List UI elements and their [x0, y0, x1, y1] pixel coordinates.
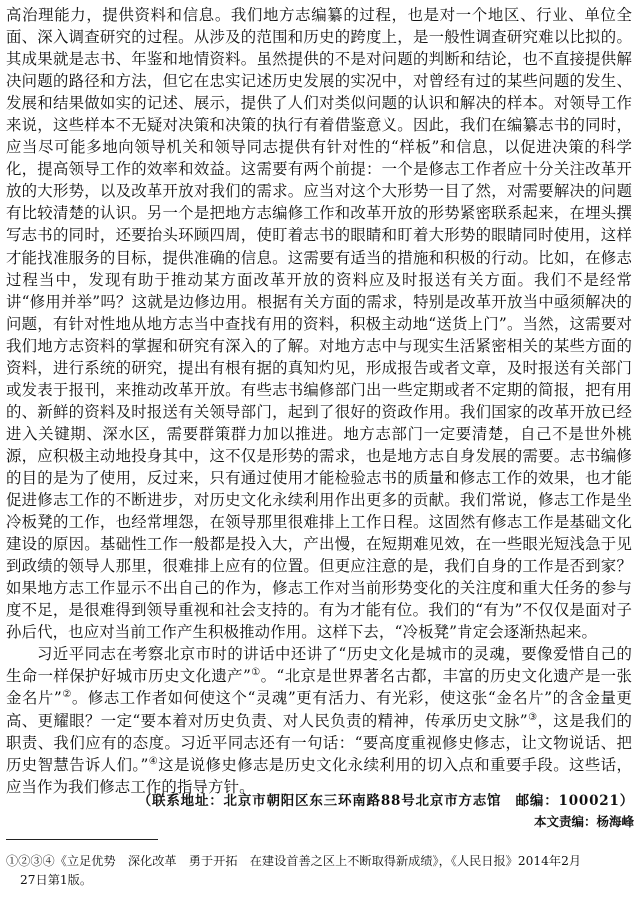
- paragraph-2-text-2: 。“北京是世界著名古都，丰富的历史文化遗产是一张金名片”: [6, 667, 632, 708]
- footnote-ref-4: ④: [148, 755, 159, 767]
- footnote-ref-2: ②: [61, 689, 72, 701]
- paragraph-2-text-4: ，这是我们的职责、我们应有的态度。习近平同志还有一句话：“要高度重视修史修志，让文物说话、把历史智慧告诉人们。”: [6, 711, 632, 774]
- paragraph-2-text-1: 习近平同志在考察北京市时的讲话中还讲了“历史文化是城市的灵魂，要像爱惜自己的生命一样保护好城市历史文化遗产”: [6, 645, 632, 686]
- footnote-line-1: ①②③④《立足优势 深化改革 勇于开拓 在建设首善之区上不断取得新成绩》，《人民日报》2014年2月: [6, 854, 582, 868]
- footnote-divider: [6, 839, 158, 840]
- paragraph-2: [6, 643, 632, 797]
- footnote-ref-3: ③: [527, 711, 538, 723]
- paragraph-2-text-5: 这是说修史修志是历史文化永续利用的切入点和重要手段。这些话，应当作为我们修志工作的指导方针。: [6, 755, 632, 796]
- footnote-line-2: 27日第1版。: [20, 873, 93, 887]
- contact-address: （联系地址：北京市朝阳区东三环南路88号北京市方志馆 邮编：100021）: [137, 793, 634, 809]
- responsible-editor: 本文责编：杨海峰: [533, 814, 634, 829]
- article-body: [6, 4, 632, 798]
- footnote-ref-1: ①: [250, 667, 261, 679]
- paragraph-2-text-3: 。修志工作者如何使这个“灵魂”更有活力、有光彩，使这张“金名片”的含金量更高、更耀眼？一定“要本着对历史负责、对人民负责的精神，传承历史文脉”: [6, 689, 633, 730]
- paragraph-1: 高治理能力，提供资料和信息。我们地方志编纂的过程，也是对一个地区、行业、单位全面、深入调查研究的过程。从涉及的范围和历史的跨度上，是一般性调查研究难以比拟的。其成果就是志书、年鉴和地情资料。虽然提供的不是对问题的判断和结论，也不直接提供解决问题的路径和方法，但它在忠实记述历史发展的实况中，对曾经有过的某些问题的发生、发展和结果做如实的记述、展示，提供了人们对类似问题的认识和解决的样本。对领导工作来说，这些样本不无疑对决策和决策的执行有着借鉴意义。因此，我们在编纂志书的同时，应当尽可能多地向领导机关和领导同志提供有针对性的“样板”和信息，以促进决策的科学化，提高领导工作的效率和效益。这需要有两个前提：一个是修志工作者应十分关注改革开放的大形势，以及改革开放对我们的需求。应当对这个大形势一目了然，对需要解决的问题有比较清楚的认识。另一个是把地方志编修工作和改革开放的形势紧密联系起来，在埋头撰写志书的同时，还要抬头环顾四周，使盯着志书的眼睛和盯着大形势的眼睛同时使用，这样才能找准服务的目标，提供准确的信息。这需要有适当的措施和积极的行动。比如，在修志过程当中，发现有助于推动某方面改革开放的资料应及时报送有关方面。我们不是经常讲“修用并举”吗？这就是边修边用。根据有关方面的需求，特别是改革开放当中亟须解决的问题，有针对性地从地方志当中查找有用的资料，积极主动地“送货上门”。当然，这需要对我们地方志资料的掌握和研究有深入的了解。对地方志中与现实生活紧密相关的某些方面的资料，进行系统的研究，提出有根有据的真知灼见，形成报告或者文章，及时报送有关部门或发表于报刊，来推动改革开放。有些志书编修部门出一些定期或者不定期的简报，把有用的、新鲜的资料及时报送有关领导部门，起到了很好的资政作用。我们国家的改革开放已经进入关键期、深水区，需要群策群力加以推进。地方志部门一定要清楚，自己不是世外桃源，应积极主动地投身其中，这不仅是形势的需求，也是地方志自身发展的需要。志书编修的目的是为了使用，反过来，只有通过使用才能检验志书的质量和修志工作的效果，也才能促进修志工作的不断进步，对历史文化永续利用作出更多的贡献。我们常说，修志工作是坐冷板凳的工作，也经常埋怨，在领导那里很难排上工作日程。这固然有修志工作是基础文化建设的原因。基础性工作一般都是投入大，产出慢，在短期难见效，在一些眼光短浅急于见到政绩的领导人那里，很难排上应有的位置。但更应注意的是，我们自身的工作是否到家？如果地方志工作显示不出自己的作为，修志工作对当前形势变化的关注度和重大任务的参与度不足，是很难得到领导重视和社会支持的。有为才能有位。我们的“有为”不仅仅是面对子孙后代，也应对当前工作产生积极推动作用。这样下去，“冷板凳”肯定会逐渐热起来。: [6, 6, 632, 642]
- footnote: [6, 852, 632, 890]
